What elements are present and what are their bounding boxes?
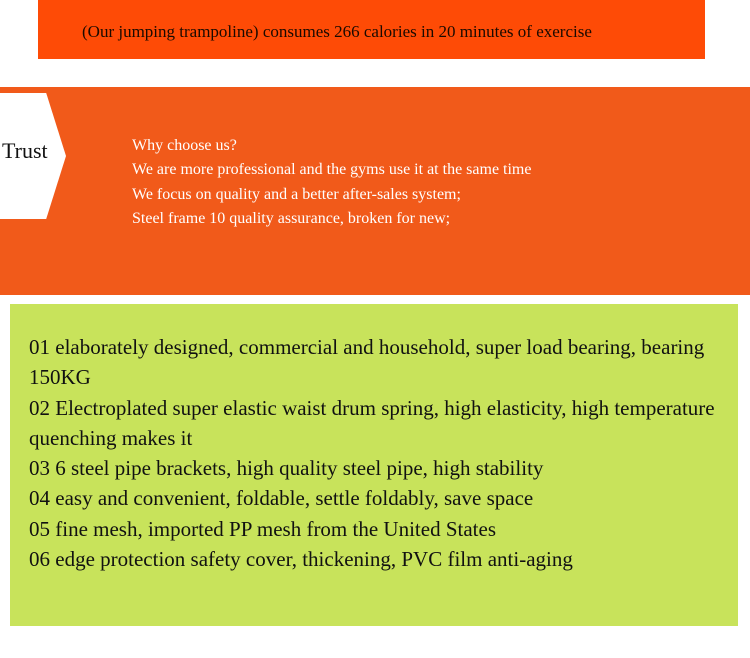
trust-reason-line: Steel frame 10 quality assurance, broken for new; — [132, 209, 451, 227]
calories-banner-text: (Our jumping trampoline) consumes 266 calories in 20 minutes of exercise — [82, 22, 592, 41]
trust-label: Trust — [2, 138, 48, 163]
trust-reason-line: We are more professional and the gyms use it at the same time — [132, 161, 532, 179]
feature-item: 02 Electroplated super elastic waist drum spring, high elasticity, high temperature quenching makes it — [29, 395, 715, 450]
feature-item: 06 edge protection safety cover, thickening, PVC film anti-aging — [29, 547, 573, 572]
calories-banner — [38, 0, 705, 59]
trust-reason-line: Why choose us? — [132, 137, 237, 154]
trust-section — [0, 87, 750, 295]
feature-item: 03 6 steel pipe brackets, high quality steel pipe, high stability — [29, 456, 544, 481]
feature-item: 01 elaborately designed, commercial and household, super load bearing, bearing 150KG — [29, 335, 705, 390]
feature-item: 04 easy and convenient, foldable, settle foldably, save space — [29, 486, 534, 511]
features-section — [10, 304, 738, 626]
feature-item: 05 fine mesh, imported PP mesh from the United States — [29, 516, 496, 541]
trust-reason-line: We focus on quality and a better after-sales system; — [132, 185, 461, 203]
trust-reasons-list — [132, 134, 531, 231]
features-list — [29, 332, 719, 574]
